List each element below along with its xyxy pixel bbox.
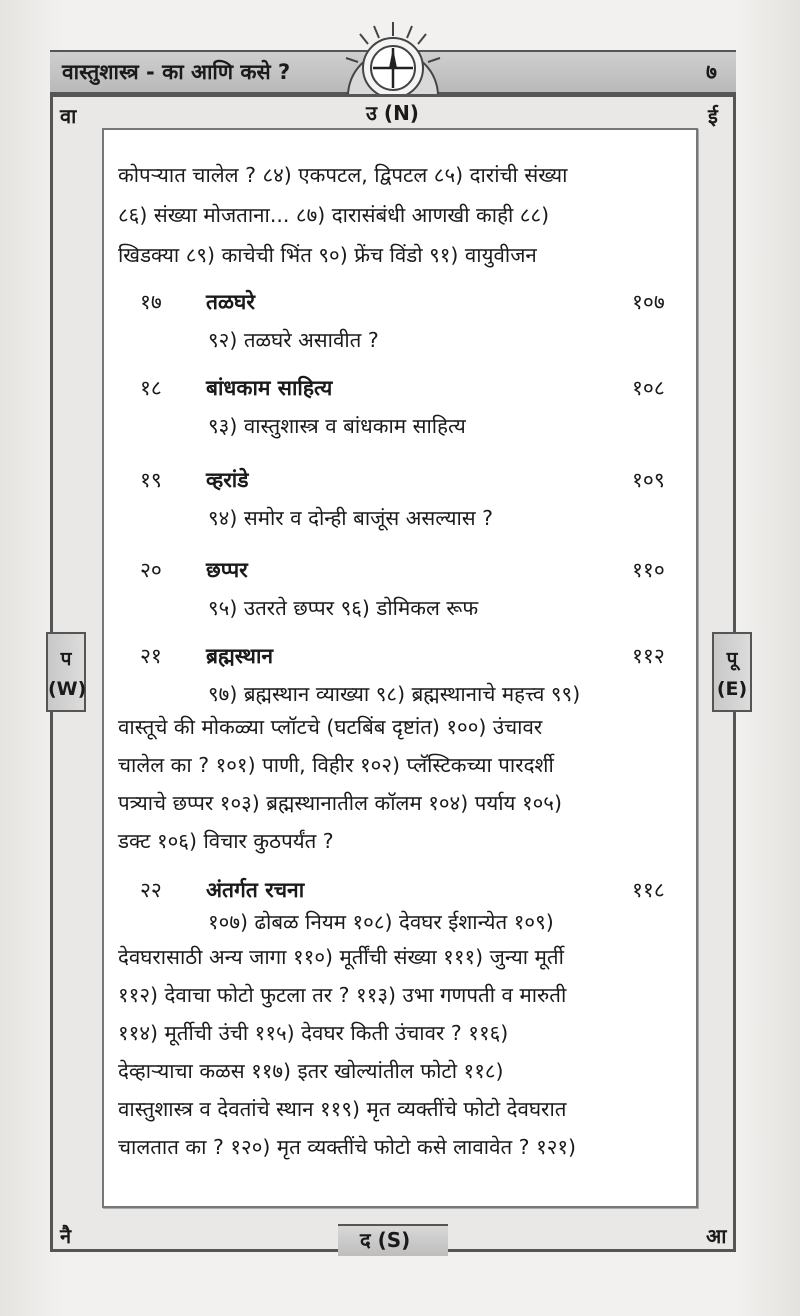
section-entry: वास्तूचे की मोकळ्या प्लॉटचे (घटबिंब दृष्टांत) १००) उंचावर <box>118 715 543 739</box>
corner-top-left: वा <box>60 104 77 128</box>
section-title: ब्रह्मस्थान <box>206 644 274 668</box>
section-entry: ९२) तळघरे असावीत ? <box>208 328 379 352</box>
section-number: १७ <box>140 290 162 314</box>
section-entry: डक्ट १०६) विचार कुठपर्यंत ? <box>118 829 334 853</box>
section-entry: देवघरासाठी अन्य जागा ११०) मूर्तींची संख्या १११) जुन्या मूर्ती <box>118 945 564 969</box>
section-number: १८ <box>140 376 162 400</box>
corner-top-right: ई <box>708 104 718 128</box>
compass-icon <box>338 18 448 96</box>
section-title: व्हरांडे <box>206 468 249 492</box>
section-entry: चालतात का ? १२०) मृत व्यक्तींचे फोटो कसे लावावेत ? १२१) <box>118 1135 577 1159</box>
section-title: बांधकाम साहित्य <box>206 376 333 400</box>
section-page: ११० <box>632 558 665 582</box>
section-number: २१ <box>140 644 162 668</box>
intro-line: ८६) संख्या मोजताना... ८७) दारासंबंधी आणखी काही ८८) <box>118 203 550 227</box>
page-number: ७ <box>706 60 717 84</box>
section-entry: ११४) मूर्तीची उंची ११५) देवघर किती उंचावर ? ११६) <box>118 1021 509 1045</box>
section-entry: वास्तुशास्त्र व देवतांचे स्थान ११९) मृत व्यक्तींचे फोटो देवघरात <box>118 1097 567 1121</box>
corner-bottom-right: आ <box>706 1224 727 1248</box>
section-page: १०८ <box>632 376 665 400</box>
direction-south: द (S) <box>360 1228 411 1252</box>
section-entry: १०७) ढोबळ नियम १०८) देवघर ईशान्येत १०९) <box>208 910 554 934</box>
intro-line: कोपऱ्यात चालेल ? ८४) एकपटल, द्विपटल ८५) दारांची संख्या <box>118 163 568 187</box>
section-number: १९ <box>140 468 162 492</box>
section-title: तळघरे <box>206 290 255 314</box>
section-title: अंतर्गत रचना <box>206 878 305 902</box>
section-number: २२ <box>140 878 162 902</box>
section-page: ११२ <box>632 644 665 668</box>
east-devanagari: पू <box>726 648 738 670</box>
direction-west <box>46 632 86 712</box>
corner-bottom-left: नै <box>60 1224 72 1248</box>
section-page: ११८ <box>632 878 665 902</box>
section-entry: ११२) देवाचा फोटो फुटला तर ? ११३) उभा गणपती व मारुती <box>118 983 567 1007</box>
section-title: छप्पर <box>206 558 248 582</box>
section-entry: चालेल का ? १०१) पाणी, विहीर १०२) प्लॅस्टिकच्या पारदर्शी <box>118 753 554 777</box>
east-latin: (E) <box>716 678 748 700</box>
section-entry: ९५) उतरते छप्पर ९६) डोमिकल रूफ <box>208 596 479 620</box>
section-page: १०७ <box>632 290 665 314</box>
running-header-title: वास्तुशास्त्र - का आणि कसे ? <box>62 60 291 84</box>
section-number: २० <box>140 558 162 582</box>
section-page: १०९ <box>632 468 665 492</box>
west-latin: (W) <box>48 678 87 700</box>
direction-north: उ (N) <box>366 101 419 125</box>
section-entry: ९३) वास्तुशास्त्र व बांधकाम साहित्य <box>208 414 466 438</box>
section-entry: पत्र्याचे छप्पर १०३) ब्रह्मस्थानातील कॉलम १०४) पर्याय १०५) <box>118 791 562 815</box>
direction-east <box>712 632 752 712</box>
intro-line: खिडक्या ८९) काचेची भिंत ९०) फ्रेंच विंडो ९१) वायुवीजन <box>118 243 537 267</box>
section-entry: देव्हाऱ्याचा कळस ११७) इतर खोल्यांतील फोटो ११८) <box>118 1059 504 1083</box>
section-entry: ९७) ब्रह्मस्थान व्याख्या ९८) ब्रह्मस्थानाचे महत्त्व ९९) <box>208 682 581 706</box>
west-devanagari: प <box>60 648 72 670</box>
section-entry: ९४) समोर व दोन्ही बाजूंस असल्यास ? <box>208 506 494 530</box>
